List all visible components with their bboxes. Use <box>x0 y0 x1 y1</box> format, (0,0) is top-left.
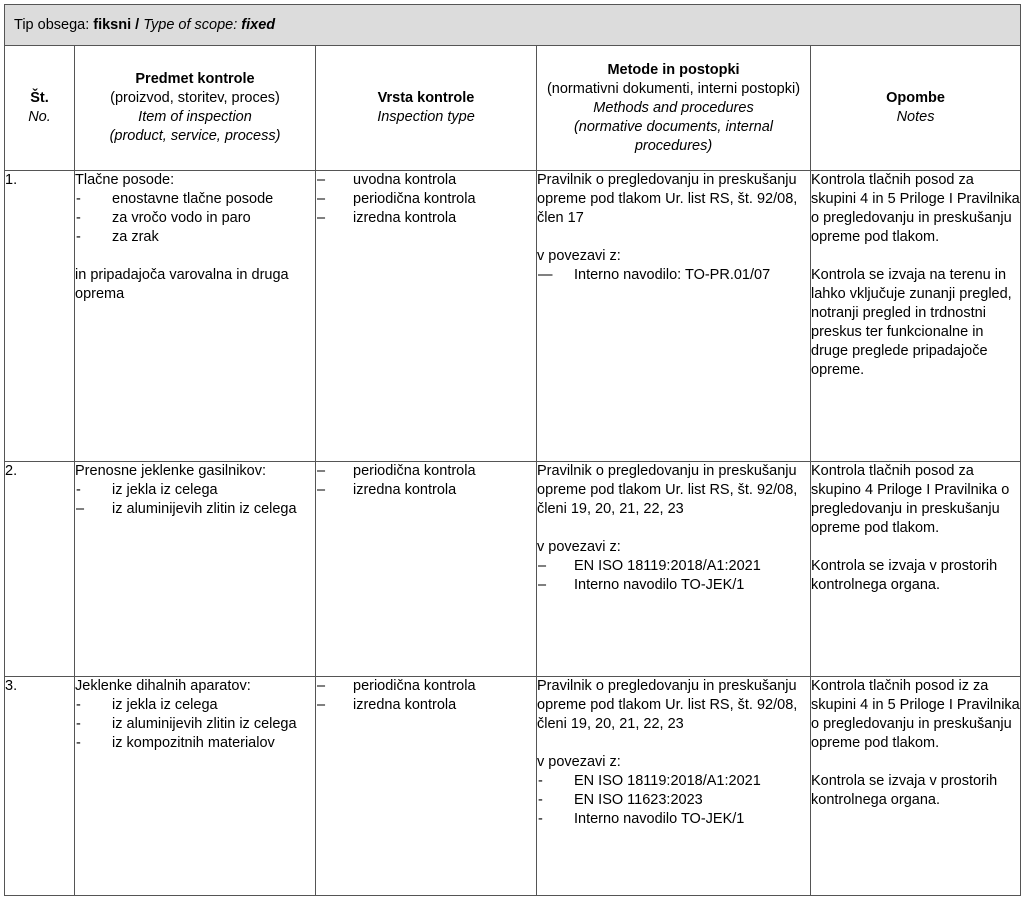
list-marker: - <box>76 716 81 732</box>
method-link: v povezavi z: <box>537 248 621 264</box>
scope-label: Tip obsega: <box>14 16 90 33</box>
list-marker: - <box>538 792 543 808</box>
list-text: izredna kontrola <box>353 697 457 713</box>
header-no-sl: Št. <box>30 90 49 106</box>
methods-cell <box>537 462 811 677</box>
list-marker: — <box>538 267 553 283</box>
table-row <box>5 171 1021 462</box>
method-main: Pravilnik o pregledovanju in preskušanju opreme pod tlakom Ur. list RS, št. 92/08, členi 19, 20, 21, 22, 23 <box>537 678 798 732</box>
notes-cell <box>811 462 1021 677</box>
list-item <box>75 209 315 228</box>
header-methods-en: Methods and procedures <box>593 99 754 116</box>
list-item <box>316 481 536 500</box>
header-methods-sl: Metode in postopki <box>607 61 740 78</box>
scope-label-en: Type of scope: <box>143 16 238 33</box>
method-list <box>537 266 810 285</box>
list-text: EN ISO 11623:2023 <box>574 792 703 808</box>
type-list <box>316 171 536 228</box>
header-type-en: Inspection type <box>377 109 475 125</box>
header-row <box>5 46 1021 171</box>
method-list <box>537 557 810 595</box>
list-text: iz jekla iz celega <box>112 482 218 498</box>
list-item <box>75 190 315 209</box>
item-list <box>75 190 315 247</box>
table-row <box>5 677 1021 896</box>
item-list <box>75 481 315 519</box>
notes-cell <box>811 171 1021 462</box>
header-notes <box>811 46 1021 171</box>
item-title: Jeklenke dihalnih aparatov: <box>75 678 251 694</box>
list-marker: – <box>317 697 326 713</box>
item-cell <box>75 462 316 677</box>
list-marker: - <box>76 735 81 751</box>
type-list <box>316 677 536 715</box>
list-item <box>75 228 315 247</box>
list-marker: - <box>538 773 543 789</box>
header-notes-en: Notes <box>896 109 935 125</box>
type-list <box>316 462 536 500</box>
list-text: izredna kontrola <box>353 482 457 498</box>
list-marker: – <box>317 463 326 479</box>
header-item-en-sub: (product, service, process) <box>109 128 281 144</box>
list-item <box>316 171 536 190</box>
row-number: 3. <box>5 677 75 896</box>
list-item <box>75 696 315 715</box>
list-text: EN ISO 18119:2018/A1:2021 <box>574 558 761 574</box>
method-link: v povezavi z: <box>537 539 621 555</box>
list-item <box>537 266 810 285</box>
header-notes-sl: Opombe <box>886 90 945 106</box>
method-link: v povezavi z: <box>537 754 621 770</box>
list-marker: – <box>538 577 547 593</box>
list-text: izredna kontrola <box>353 210 457 226</box>
list-item <box>75 481 315 500</box>
scope-type-cell <box>5 5 1021 46</box>
list-text: Interno navodilo TO-JEK/1 <box>574 577 745 593</box>
method-main: Pravilnik o pregledovanju in preskušanju opreme pod tlakom Ur. list RS, št. 92/08, členi 19, 20, 21, 22, 23 <box>537 463 798 517</box>
header-type-sl: Vrsta kontrole <box>377 90 475 106</box>
header-item-sl-sub: (proizvod, storitev, proces) <box>110 90 280 106</box>
table-row <box>5 462 1021 677</box>
list-item <box>537 810 810 829</box>
type-cell <box>316 677 537 896</box>
header-no <box>5 46 75 171</box>
list-marker: – <box>317 678 326 694</box>
inspection-scope-table <box>4 4 1021 896</box>
list-text: iz aluminijevih zlitin iz celega <box>112 716 297 732</box>
header-methods-sl-sub: (normativni dokumenti, interni postopki) <box>546 80 801 97</box>
list-marker: - <box>76 482 81 498</box>
list-text: EN ISO 18119:2018/A1:2021 <box>574 773 761 789</box>
list-marker: – <box>76 501 85 517</box>
list-item <box>537 791 810 810</box>
list-marker: - <box>76 229 81 245</box>
note-text: Kontrola tlačnih posod za skupini 4 in 5 Priloge I Pravilnika o pregledovanju in preskušanju opreme pod tlakom. <box>811 172 1020 245</box>
list-marker: – <box>317 172 326 188</box>
list-text: Interno navodilo: TO-PR.01/07 <box>574 267 771 283</box>
list-text: uvodna kontrola <box>353 172 457 188</box>
row-number: 1. <box>5 171 75 462</box>
list-text: Interno navodilo TO-JEK/1 <box>574 811 745 827</box>
item-title: Tlačne posode: <box>75 172 175 188</box>
note-text: Kontrola se izvaja v prostorih kontrolnega organa. <box>811 773 998 808</box>
scope-value: fiksni <box>93 16 132 33</box>
row-number: 2. <box>5 462 75 677</box>
list-item <box>537 772 810 791</box>
scope-separator: / <box>135 16 140 33</box>
list-text: iz jekla iz celega <box>112 697 218 713</box>
scope-value-en: fixed <box>241 16 276 33</box>
list-item <box>316 462 536 481</box>
item-list <box>75 696 315 753</box>
list-text: periodična kontrola <box>353 191 476 207</box>
list-item <box>537 576 810 595</box>
item-footer: in pripadajoča varovalna in druga oprema <box>75 267 289 302</box>
list-marker: – <box>317 482 326 498</box>
list-marker: - <box>76 697 81 713</box>
list-item <box>75 715 315 734</box>
list-item <box>316 209 536 228</box>
list-item <box>316 190 536 209</box>
note-text: Kontrola tlačnih posod za skupino 4 Priloge I Pravilnika o pregledovanju in preskušanju opreme pod tlakom. <box>811 463 1010 536</box>
methods-cell <box>537 677 811 896</box>
note-text: Kontrola se izvaja v prostorih kontrolnega organa. <box>811 558 998 593</box>
list-text: za vročo vodo in paro <box>112 210 251 226</box>
list-item <box>316 696 536 715</box>
header-methods <box>537 46 811 171</box>
header-item-sl: Predmet kontrole <box>135 71 255 87</box>
notes-cell <box>811 677 1021 896</box>
list-text: periodična kontrola <box>353 678 476 694</box>
type-cell <box>316 462 537 677</box>
method-main: Pravilnik o pregledovanju in preskušanju opreme pod tlakom Ur. list RS, št. 92/08, člen 17 <box>537 172 798 226</box>
note-text: Kontrola tlačnih posod iz za skupini 4 in 5 Priloge I Pravilnika o pregledovanju in preskušanju opreme pod tlakom. <box>811 678 1020 751</box>
list-text: iz kompozitnih materialov <box>112 735 275 751</box>
type-cell <box>316 171 537 462</box>
header-no-en: No. <box>28 109 51 125</box>
item-cell <box>75 677 316 896</box>
list-marker: - <box>76 210 81 226</box>
item-cell <box>75 171 316 462</box>
list-item <box>75 734 315 753</box>
header-methods-en-sub: (normative documents, internal procedures) <box>573 118 774 154</box>
list-text: periodična kontrola <box>353 463 476 479</box>
scope-type-row <box>5 5 1021 46</box>
header-item-en: Item of inspection <box>138 109 252 125</box>
method-list <box>537 772 810 829</box>
list-item <box>537 557 810 576</box>
list-marker: - <box>76 191 81 207</box>
list-item <box>316 677 536 696</box>
note-text: Kontrola se izvaja na terenu in lahko vključuje zunanji pregled, notranji pregled in trdnostni preskus ter funkcionalne in druge preglede pripadajoče opreme. <box>811 267 1012 378</box>
list-item <box>75 500 315 519</box>
list-marker: – <box>538 558 547 574</box>
list-text: za zrak <box>112 229 159 245</box>
list-text: iz aluminijevih zlitin iz celega <box>112 501 297 517</box>
list-text: enostavne tlačne posode <box>112 191 274 207</box>
methods-cell <box>537 171 811 462</box>
header-type <box>316 46 537 171</box>
list-marker: – <box>317 210 326 226</box>
item-title: Prenosne jeklenke gasilnikov: <box>75 463 267 479</box>
header-item <box>75 46 316 171</box>
list-marker: - <box>538 811 543 827</box>
list-marker: – <box>317 191 326 207</box>
